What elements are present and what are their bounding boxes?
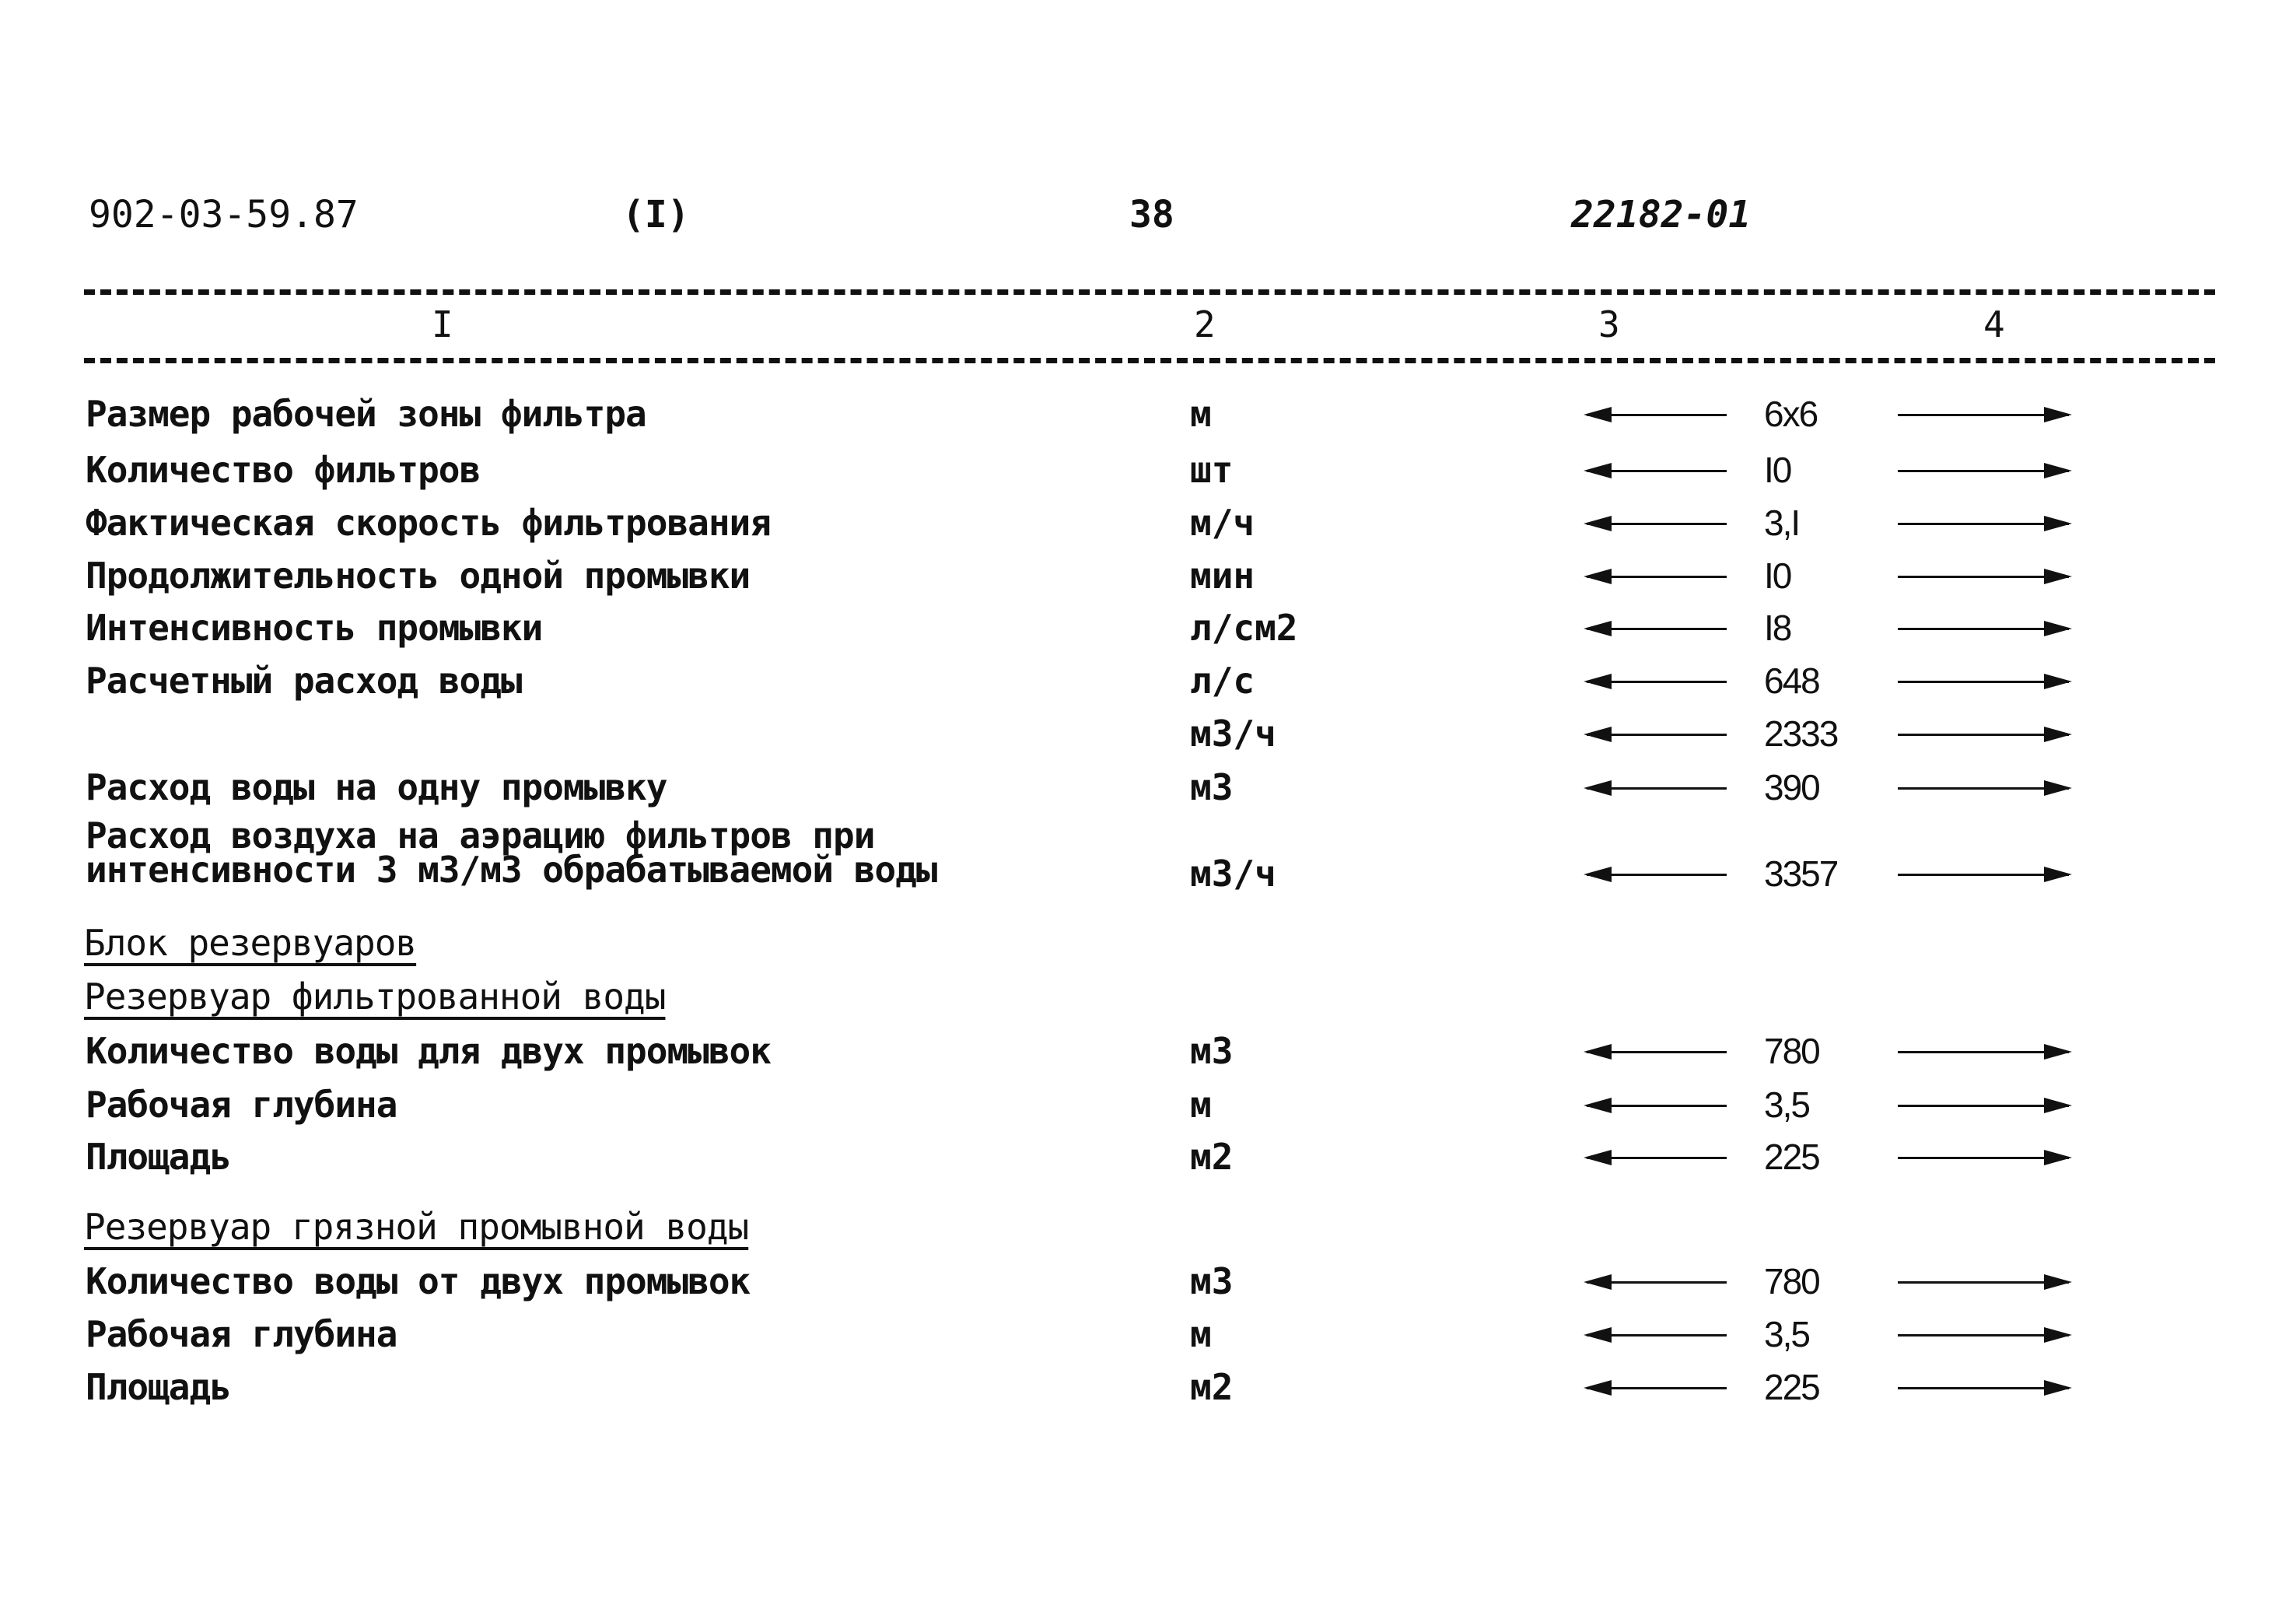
arrow-left-icon	[1587, 470, 1727, 472]
row-label: Расчетный расход воды	[86, 660, 522, 702]
arrow-right-icon	[1898, 628, 2069, 630]
row-value: I8	[1764, 608, 1791, 648]
value-span	[1587, 555, 2069, 598]
dashed-rule-top	[84, 289, 2215, 295]
row-value: 3,5	[1764, 1314, 1809, 1354]
row-label: Площадь	[86, 1136, 231, 1178]
row-label: Фактическая скорость фильтрования	[86, 502, 771, 544]
arrow-right-icon	[1898, 576, 2069, 578]
row-label: Рабочая глубина	[86, 1313, 397, 1355]
row-value: 2333	[1764, 713, 1838, 754]
row-unit: м	[1190, 1084, 1212, 1126]
section-filtered-title: Резервуар фильтрованной воды	[84, 976, 666, 1018]
row-unit: м3/ч	[1190, 853, 1276, 895]
sheet-number: 22182-01	[1571, 193, 1752, 236]
row-value: 648	[1764, 660, 1819, 701]
row-unit: м3/ч	[1190, 713, 1276, 755]
value-span	[1587, 1313, 2069, 1357]
arrow-left-icon	[1587, 681, 1727, 683]
row-label: Площадь	[86, 1366, 231, 1408]
value-span	[1587, 1366, 2069, 1410]
arrow-right-icon	[1898, 1157, 2069, 1159]
row-value: 390	[1764, 767, 1819, 808]
arrow-right-icon	[1898, 1051, 2069, 1053]
arrow-right-icon	[1898, 874, 2069, 876]
row-value: 225	[1764, 1367, 1819, 1407]
arrow-right-icon	[1898, 681, 2069, 683]
row-unit: шт	[1190, 449, 1234, 491]
row-value: 3,I	[1764, 503, 1800, 543]
arrow-right-icon	[1898, 470, 2069, 472]
arrow-right-icon	[1898, 414, 2069, 416]
arrow-left-icon	[1587, 734, 1727, 736]
row-unit: л/с	[1190, 660, 1255, 702]
column-number-2: 2	[1194, 303, 1216, 345]
row-unit: м3	[1190, 1030, 1234, 1072]
section-dirty-title: Резервуар грязной промывной воды	[84, 1206, 749, 1248]
arrow-left-icon	[1587, 1281, 1727, 1284]
value-span	[1587, 1084, 2069, 1127]
row-label: Размер рабочей зоны фильтра	[86, 393, 646, 435]
arrow-right-icon	[1898, 1105, 2069, 1107]
value-span	[1587, 393, 2069, 436]
row-label-line-1: Расход воздуха на аэрацию фильтров при	[86, 815, 875, 857]
row-value: I0	[1764, 555, 1791, 596]
row-unit: л/см2	[1190, 607, 1298, 649]
arrow-right-icon	[1898, 734, 2069, 736]
value-span	[1587, 502, 2069, 545]
row-label: Рабочая глубина	[86, 1084, 397, 1126]
row-unit: м/ч	[1190, 502, 1255, 544]
arrow-left-icon	[1587, 576, 1727, 578]
row-label: Количество фильтров	[86, 449, 481, 491]
row-label: Продолжительность одной промывки	[86, 555, 751, 597]
document-code: 902-03-59.87	[89, 193, 359, 236]
row-unit: м3	[1190, 1260, 1234, 1302]
page-number: 38	[1129, 193, 1174, 236]
row-unit: м	[1190, 1313, 1212, 1355]
arrow-left-icon	[1587, 628, 1727, 630]
arrow-right-icon	[1898, 1387, 2069, 1389]
row-value: 225	[1764, 1137, 1819, 1177]
value-span	[1587, 1260, 2069, 1304]
row-unit: м2	[1190, 1136, 1234, 1178]
row-label: Количество воды для двух промывок	[86, 1030, 771, 1072]
row-label: Количество воды от двух промывок	[86, 1260, 751, 1302]
row-value: 3,5	[1764, 1084, 1809, 1125]
arrow-left-icon	[1587, 1051, 1727, 1053]
row-label: Расход воды на одну промывку	[86, 766, 667, 808]
column-number-1: I	[432, 303, 453, 345]
row-value: 3357	[1764, 853, 1838, 894]
row-label-line-2: интенсивности 3 м3/м3 обрабатываемой воды	[86, 849, 937, 891]
column-number-4: 4	[1983, 303, 2005, 345]
row-unit: м	[1190, 393, 1212, 435]
arrow-left-icon	[1587, 874, 1727, 876]
arrow-left-icon	[1587, 523, 1727, 525]
row-value: 6х6	[1764, 394, 1818, 434]
row-unit: мин	[1190, 555, 1255, 597]
row-label	[86, 815, 937, 891]
value-span	[1587, 1030, 2069, 1074]
arrow-left-icon	[1587, 1105, 1727, 1107]
arrow-right-icon	[1898, 787, 2069, 790]
arrow-left-icon	[1587, 1387, 1727, 1389]
row-value: 780	[1764, 1261, 1819, 1301]
value-span	[1587, 449, 2069, 492]
value-span	[1587, 853, 2069, 896]
value-span	[1587, 713, 2069, 756]
row-value: 780	[1764, 1031, 1819, 1071]
arrow-left-icon	[1587, 787, 1727, 790]
arrow-right-icon	[1898, 523, 2069, 525]
value-span	[1587, 607, 2069, 650]
value-span	[1587, 660, 2069, 703]
row-label: Интенсивность промывки	[86, 607, 543, 649]
value-span	[1587, 766, 2069, 810]
edition-number: (I)	[622, 193, 690, 236]
dashed-rule-bottom	[84, 358, 2215, 363]
arrow-right-icon	[1898, 1334, 2069, 1336]
column-number-3: 3	[1598, 303, 1620, 345]
row-unit: м2	[1190, 1366, 1234, 1408]
arrow-left-icon	[1587, 1334, 1727, 1336]
arrow-left-icon	[1587, 414, 1727, 416]
arrow-right-icon	[1898, 1281, 2069, 1284]
section-block-title: Блок резервуаров	[84, 922, 417, 964]
row-value: I0	[1764, 450, 1791, 490]
row-unit: м3	[1190, 766, 1234, 808]
arrow-left-icon	[1587, 1157, 1727, 1159]
value-span	[1587, 1136, 2069, 1179]
